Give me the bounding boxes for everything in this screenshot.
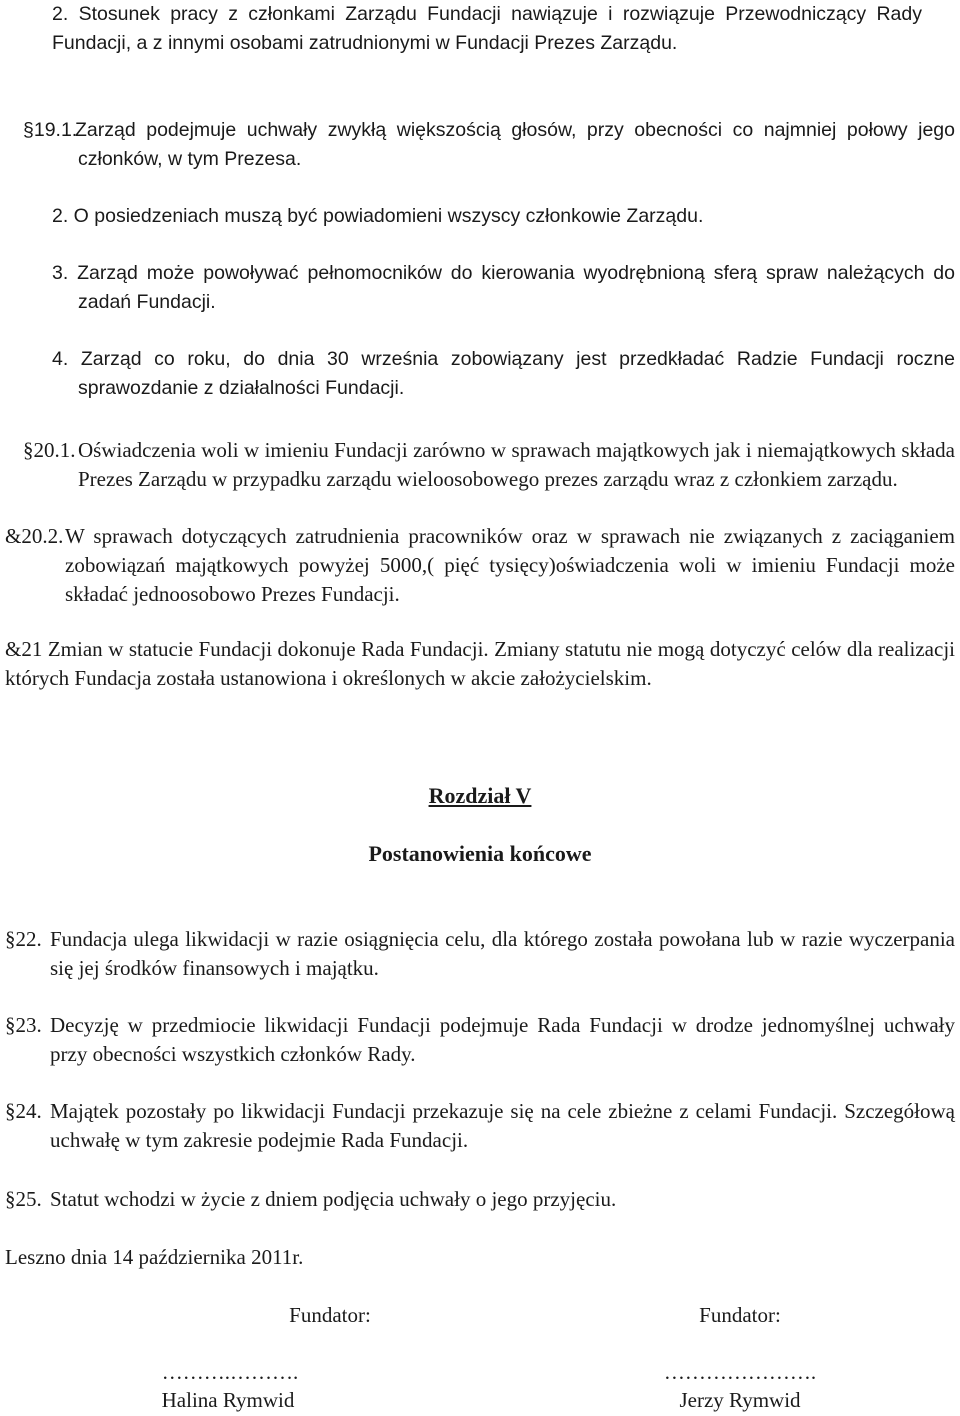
paragraph-text: Fundacja ulega likwidacji w razie osiągnięcia celu, dla którego została powołana lub w razie wyczerpania się jej środków finansowych i majątku. — [50, 927, 955, 980]
signature-line-right: …………………. — [663, 1360, 817, 1384]
signature-name-left: Halina Rymwid — [161, 1388, 295, 1412]
paragraph-19-s2: 2. O posiedzeniach muszą być powiadomieni wszyscy członkowie Zarządu. — [52, 205, 704, 227]
paragraph-20-1 — [23, 436, 955, 494]
paragraph-number: §20.1. — [23, 438, 76, 462]
paragraph-19-s3: 3. Zarząd może powoływać pełnomocników do kierowania wyodrębnioną sferą spraw należących do zadań Fundacji. — [52, 262, 955, 313]
paragraph-text: Zarząd podejmuje uchwały zwykłą większością głosów, przy obecności co najmniej połowy jego członków, w tym Prezesa. — [75, 119, 955, 170]
paragraph-23 — [5, 1011, 955, 1069]
paragraph-text: Statut wchodzi w życie z dniem podjęcia uchwały o jego przyjęciu. — [50, 1187, 617, 1211]
paragraph-text: Decyzję w przedmiocie likwidacji Fundacji podejmuje Rada Fundacji w drodze jednomyślnej uchwały przy obecności wszystkich członków Rady. — [50, 1013, 955, 1066]
paragraph-number: &20.2. — [5, 524, 64, 548]
paragraph-number: §25. — [5, 1187, 42, 1211]
paragraph-24 — [5, 1097, 955, 1155]
paragraph-19-1 — [23, 116, 955, 174]
chapter-subtitle: Postanowienia końcowe — [368, 841, 592, 866]
place-date: Leszno dnia 14 października 2011r. — [5, 1245, 304, 1269]
paragraph-number: §22. — [5, 927, 42, 951]
paragraph-text: Oświadczenia woli w imieniu Fundacji zarówno w sprawach majątkowych jak i niemajątkowych składa Prezes Zarządu w przypadku zarządu wieloosobowego prezes zarządu wraz z członkiem zarządu. — [78, 438, 955, 491]
paragraph-number: §19.1. — [23, 119, 78, 141]
paragraph-number: §24. — [5, 1099, 42, 1123]
signature-role-right: Fundator: — [699, 1303, 781, 1327]
paragraph-25 — [5, 1185, 955, 1214]
paragraph-number: §23. — [5, 1013, 42, 1037]
signature-line-left: ……….………. — [161, 1360, 299, 1384]
signature-name-right: Jerzy Rymwid — [679, 1388, 801, 1412]
paragraph-19-2 — [52, 0, 922, 58]
paragraph-text: W sprawach dotyczących zatrudnienia pracowników oraz w sprawach nie związanych z zaciąganiem zobowiązań majątkowych powyżej 5000,( pięć tysięcy)oświadczenia woli w imieniu Fundacji może składać jednoosobowo Prezes Fundacji. — [65, 524, 955, 606]
chapter-title: Rozdział V — [428, 783, 532, 808]
paragraph-19-2-text: 2. Stosunek pracy z członkami Zarządu Fundacji nawiązuje i rozwiązuje Przewodniczący Rady Fundacji, a z innymi osobami zatrudnionymi w Fundacji Prezes Zarządu. — [52, 3, 922, 54]
paragraph-19-s4: 4. Zarząd co roku, do dnia 30 września zobowiązany jest przedkładać Radzie Fundacji roczne sprawozdanie z działalności Fundacji. — [52, 348, 955, 399]
signature-role-left: Fundator: — [289, 1303, 371, 1327]
paragraph-21: &21 Zmian w statucie Fundacji dokonuje Rada Fundacji. Zmiany statutu nie mogą dotyczyć celów dla realizacji których Fundacja została ustanowiona i określonych w akcie założycielskim. — [5, 637, 955, 690]
paragraph-20-2 — [5, 522, 955, 609]
paragraph-text: Majątek pozostały po likwidacji Fundacji przekazuje się na cele zbieżne z celami Fundacji. Szczegółową uchwałę w tym zakresie podejmie Rada Fundacji. — [50, 1099, 955, 1152]
paragraph-22 — [5, 925, 955, 983]
